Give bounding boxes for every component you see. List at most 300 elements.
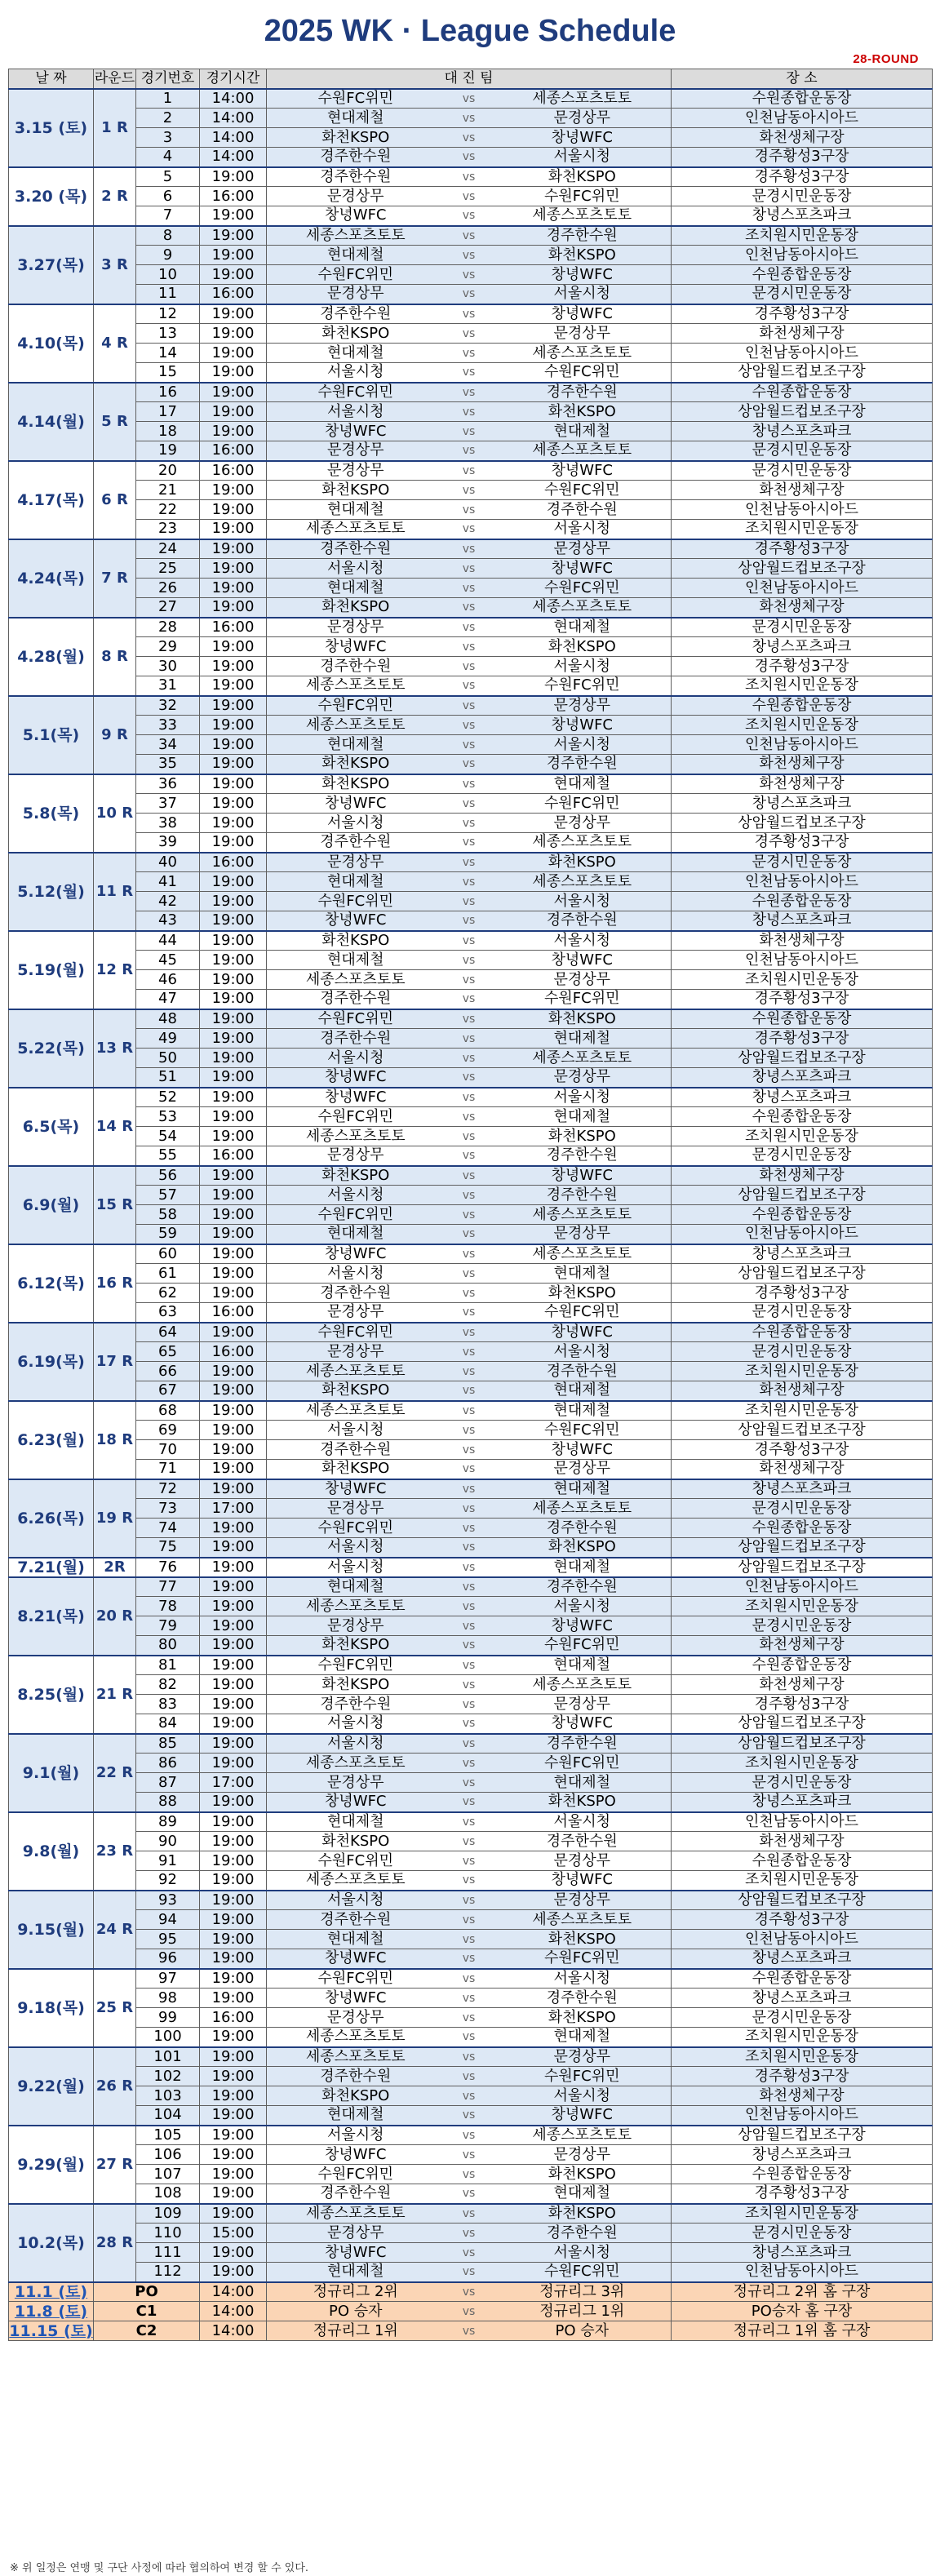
vs-label: vs — [445, 324, 494, 344]
venue: 창녕스포츠파크 — [672, 206, 933, 226]
match-number: 78 — [136, 1597, 200, 1616]
venue: 상암월드컵보조구장 — [672, 559, 933, 579]
match-time: 19:00 — [200, 206, 267, 226]
match-row — [9, 1714, 933, 1734]
away-team: 세종스포츠토토 — [494, 1244, 672, 1264]
home-team: 화천KSPO — [267, 481, 445, 500]
away-team: 화천KSPO — [494, 637, 672, 657]
away-team: 세종스포츠토토 — [494, 344, 672, 363]
match-number: 51 — [136, 1068, 200, 1088]
vs-label: vs — [445, 1440, 494, 1460]
match-time: 16:00 — [200, 853, 267, 872]
vs-label: vs — [445, 814, 494, 833]
match-date: 9.8(월) — [9, 1812, 94, 1891]
vs-label: vs — [445, 2302, 494, 2321]
match-time: 19:00 — [200, 1949, 267, 1969]
home-team: 문경상무 — [267, 1499, 445, 1519]
match-row — [9, 1871, 933, 1891]
home-team: 수원FC위민 — [267, 265, 445, 285]
match-time: 16:00 — [200, 441, 267, 461]
round-label: 16 R — [94, 1244, 136, 1323]
away-team: 화천KSPO — [494, 1009, 672, 1029]
vs-label: vs — [445, 1499, 494, 1519]
venue: 인천남동아시아드 — [672, 1930, 933, 1949]
venue: 문경시민운동장 — [672, 187, 933, 206]
home-team: PO 승자 — [267, 2302, 445, 2321]
vs-label: vs — [445, 1636, 494, 1656]
match-row — [9, 1910, 933, 1930]
match-row — [9, 128, 933, 148]
round-label: C1 — [94, 2302, 200, 2321]
away-team: 수원FC위민 — [494, 1949, 672, 1969]
match-time: 16:00 — [200, 618, 267, 637]
match-time: 19:00 — [200, 1029, 267, 1049]
home-team: 세종스포츠토토 — [267, 2204, 445, 2224]
vs-label: vs — [445, 2008, 494, 2028]
vs-label: vs — [445, 2263, 494, 2282]
match-row — [9, 774, 933, 794]
home-team: 창녕WFC — [267, 1479, 445, 1499]
match-row — [9, 911, 933, 931]
away-team: 현대제철 — [494, 774, 672, 794]
vs-label: vs — [445, 2204, 494, 2224]
vs-label: vs — [445, 1460, 494, 1479]
vs-label: vs — [445, 1342, 494, 1362]
venue: 창녕스포츠파크 — [672, 794, 933, 814]
match-row — [9, 539, 933, 559]
vs-label: vs — [445, 1244, 494, 1264]
away-team: 서울시청 — [494, 2243, 672, 2263]
match-number: 89 — [136, 1812, 200, 1832]
vs-label: vs — [445, 892, 494, 911]
match-number: 112 — [136, 2263, 200, 2282]
match-time: 19:00 — [200, 1381, 267, 1401]
venue: 수원종합운동장 — [672, 696, 933, 716]
vs-label: vs — [445, 1519, 494, 1538]
home-team: 수원FC위민 — [267, 89, 445, 109]
match-row — [9, 598, 933, 618]
venue: 수원종합운동장 — [672, 89, 933, 109]
match-number: 45 — [136, 951, 200, 970]
match-row — [9, 1499, 933, 1519]
away-team: 현대제철 — [494, 1107, 672, 1127]
vs-label: vs — [445, 383, 494, 402]
venue: 조치원시민운동장 — [672, 2028, 933, 2047]
match-date: 6.12(목) — [9, 1244, 94, 1323]
vs-label: vs — [445, 89, 494, 109]
match-row — [9, 1989, 933, 2008]
match-time: 19:00 — [200, 1323, 267, 1342]
vs-label: vs — [445, 363, 494, 383]
round-label: 24 R — [94, 1891, 136, 1969]
vs-label: vs — [445, 1068, 494, 1088]
match-time: 19:00 — [200, 226, 267, 246]
match-time: 19:00 — [200, 657, 267, 676]
match-number: 46 — [136, 970, 200, 990]
venue: 상암월드컵보조구장 — [672, 1558, 933, 1577]
vs-label: vs — [445, 1146, 494, 1166]
match-date: 10.2(목) — [9, 2204, 94, 2282]
away-team: 문경상무 — [494, 1851, 672, 1871]
match-time: 19:00 — [200, 1675, 267, 1695]
round-label: 1 R — [94, 89, 136, 167]
match-row — [9, 383, 933, 402]
venue: 조치원시민운동장 — [672, 1871, 933, 1891]
playoff-row — [9, 2321, 933, 2341]
match-number: 94 — [136, 1910, 200, 1930]
venue: 문경시민운동장 — [672, 1342, 933, 1362]
match-number: 42 — [136, 892, 200, 911]
match-date: 5.12(월) — [9, 853, 94, 931]
away-team: 수원FC위민 — [494, 1303, 672, 1323]
match-time: 19:00 — [200, 2184, 267, 2204]
match-row — [9, 1793, 933, 1812]
venue: 경주황성3구장 — [672, 990, 933, 1009]
match-time: 19:00 — [200, 1186, 267, 1205]
match-number: 102 — [136, 2067, 200, 2086]
match-row — [9, 1734, 933, 1754]
away-team: 창녕WFC — [494, 304, 672, 324]
match-number: 7 — [136, 206, 200, 226]
match-number: 73 — [136, 1499, 200, 1519]
home-team: 정규리그 1위 — [267, 2321, 445, 2341]
away-team: 화천KSPO — [494, 1127, 672, 1146]
match-number: 96 — [136, 1949, 200, 1969]
venue: 경주황성3구장 — [672, 1284, 933, 1303]
vs-label: vs — [445, 2224, 494, 2243]
match-row — [9, 1049, 933, 1068]
home-team: 세종스포츠토토 — [267, 1401, 445, 1421]
match-number: 8 — [136, 226, 200, 246]
venue: 상암월드컵보조구장 — [672, 1891, 933, 1910]
venue: 화천생체구장 — [672, 128, 933, 148]
vs-label: vs — [445, 1989, 494, 2008]
venue: 인천남동아시아드 — [672, 2106, 933, 2126]
away-team: 수원FC위민 — [494, 2067, 672, 2086]
venue: 화천생체구장 — [672, 755, 933, 774]
match-time: 19:00 — [200, 402, 267, 422]
away-team: 창녕WFC — [494, 1616, 672, 1636]
match-time: 19:00 — [200, 422, 267, 441]
home-team: 서울시청 — [267, 559, 445, 579]
match-time: 19:00 — [200, 1127, 267, 1146]
venue: 인천남동아시아드 — [672, 109, 933, 128]
vs-label: vs — [445, 1186, 494, 1205]
match-time: 19:00 — [200, 1362, 267, 1381]
venue: 문경시민운동장 — [672, 1499, 933, 1519]
match-row — [9, 2204, 933, 2224]
away-team: 서울시청 — [494, 735, 672, 755]
away-team: 화천KSPO — [494, 1930, 672, 1949]
venue: 인천남동아시아드 — [672, 2263, 933, 2282]
away-team: 서울시청 — [494, 1342, 672, 1362]
match-time: 19:00 — [200, 1440, 267, 1460]
match-time: 19:00 — [200, 1754, 267, 1773]
home-team: 경주한수원 — [267, 1029, 445, 1049]
match-number: 91 — [136, 1851, 200, 1871]
away-team: 문경상무 — [494, 109, 672, 128]
away-team: 서울시청 — [494, 892, 672, 911]
venue: 인천남동아시아드 — [672, 344, 933, 363]
match-row — [9, 1538, 933, 1558]
venue: 인천남동아시아드 — [672, 1225, 933, 1244]
vs-label: vs — [445, 1910, 494, 1930]
match-date: 6.26(목) — [9, 1479, 94, 1558]
home-team: 창녕WFC — [267, 1793, 445, 1812]
home-team: 문경상무 — [267, 1616, 445, 1636]
header-time: 경기시간 — [200, 69, 267, 89]
venue: 조치원시민운동장 — [672, 2204, 933, 2224]
match-number: 13 — [136, 324, 200, 344]
match-row — [9, 187, 933, 206]
match-row — [9, 89, 933, 109]
match-number: 76 — [136, 1558, 200, 1577]
match-time: 19:00 — [200, 2067, 267, 2086]
match-row — [9, 1362, 933, 1381]
match-row — [9, 1303, 933, 1323]
away-team: 창녕WFC — [494, 265, 672, 285]
vs-label: vs — [445, 1969, 494, 1989]
match-time: 19:00 — [200, 931, 267, 951]
away-team: 현대제철 — [494, 1401, 672, 1421]
vs-label: vs — [445, 2047, 494, 2067]
home-team: 문경상무 — [267, 2224, 445, 2243]
match-number: 36 — [136, 774, 200, 794]
match-time: 19:00 — [200, 774, 267, 794]
vs-label: vs — [445, 285, 494, 304]
match-number: 41 — [136, 872, 200, 892]
header-teams: 대 진 팀 — [267, 69, 672, 89]
vs-label: vs — [445, 2086, 494, 2106]
match-number: 30 — [136, 657, 200, 676]
home-team: 창녕WFC — [267, 1989, 445, 2008]
match-row — [9, 2106, 933, 2126]
match-time: 19:00 — [200, 2126, 267, 2145]
match-time: 19:00 — [200, 1969, 267, 1989]
away-team: 수원FC위민 — [494, 990, 672, 1009]
venue: 문경시민운동장 — [672, 1616, 933, 1636]
home-team: 서울시청 — [267, 1421, 445, 1440]
away-team: 경주한수원 — [494, 1146, 672, 1166]
away-team: 현대제철 — [494, 1656, 672, 1675]
home-team: 현대제철 — [267, 1812, 445, 1832]
match-row — [9, 1146, 933, 1166]
vs-label: vs — [445, 402, 494, 422]
match-row — [9, 1088, 933, 1107]
away-team: 문경상무 — [494, 2145, 672, 2165]
header-date: 날 짜 — [9, 69, 94, 89]
home-team: 수원FC위민 — [267, 383, 445, 402]
home-team: 경주한수원 — [267, 2067, 445, 2086]
page-title: 2025 WK · League Schedule — [264, 14, 676, 48]
home-team: 문경상무 — [267, 187, 445, 206]
venue: 경주황성3구장 — [672, 148, 933, 167]
match-row — [9, 1695, 933, 1714]
venue: 정규리그 2위 홈 구장 — [672, 2282, 933, 2302]
vs-label: vs — [445, 1479, 494, 1499]
home-team: 현대제철 — [267, 344, 445, 363]
home-team: 서울시청 — [267, 1714, 445, 1734]
vs-label: vs — [445, 1538, 494, 1558]
home-team: 현대제철 — [267, 2106, 445, 2126]
match-row — [9, 1284, 933, 1303]
away-team: 세종스포츠토토 — [494, 872, 672, 892]
away-team: 창녕WFC — [494, 1714, 672, 1734]
away-team: 경주한수원 — [494, 1989, 672, 2008]
venue: 경주황성3구장 — [672, 1695, 933, 1714]
match-number: 66 — [136, 1362, 200, 1381]
match-time: 14:00 — [200, 2282, 267, 2302]
venue: 조치원시민운동장 — [672, 1127, 933, 1146]
away-team: 창녕WFC — [494, 1323, 672, 1342]
away-team: 수원FC위민 — [494, 794, 672, 814]
venue: 창녕스포츠파크 — [672, 422, 933, 441]
vs-label: vs — [445, 1088, 494, 1107]
match-number: 6 — [136, 187, 200, 206]
match-number: 11 — [136, 285, 200, 304]
venue: 인천남동아시아드 — [672, 500, 933, 520]
home-team: 수원FC위민 — [267, 696, 445, 716]
round-label: 2R — [94, 1558, 136, 1577]
match-row — [9, 1009, 933, 1029]
venue: 문경시민운동장 — [672, 285, 933, 304]
match-row — [9, 872, 933, 892]
home-team: 수원FC위민 — [267, 1851, 445, 1871]
match-row — [9, 246, 933, 265]
match-time: 19:00 — [200, 167, 267, 187]
vs-label: vs — [445, 1381, 494, 1401]
venue: 수원종합운동장 — [672, 1851, 933, 1871]
match-row — [9, 1244, 933, 1264]
home-team: 현대제철 — [267, 735, 445, 755]
venue: 인천남동아시아드 — [672, 246, 933, 265]
match-time: 19:00 — [200, 1264, 267, 1284]
match-number: 1 — [136, 89, 200, 109]
match-row — [9, 1675, 933, 1695]
home-team: 서울시청 — [267, 1538, 445, 1558]
home-team: 창녕WFC — [267, 637, 445, 657]
vs-label: vs — [445, 2145, 494, 2165]
match-number: 88 — [136, 1793, 200, 1812]
match-row — [9, 735, 933, 755]
match-time: 16:00 — [200, 1303, 267, 1323]
match-number: 29 — [136, 637, 200, 657]
venue: 화천생체구장 — [672, 1166, 933, 1186]
match-date: 9.29(월) — [9, 2126, 94, 2204]
match-date: 6.9(월) — [9, 1166, 94, 1244]
vs-label: vs — [445, 1812, 494, 1832]
match-time: 19:00 — [200, 344, 267, 363]
home-team: 창녕WFC — [267, 1088, 445, 1107]
away-team: 경주한수원 — [494, 1832, 672, 1851]
away-team: 경주한수원 — [494, 500, 672, 520]
match-row — [9, 304, 933, 324]
match-time: 19:00 — [200, 755, 267, 774]
match-time: 19:00 — [200, 990, 267, 1009]
match-time: 19:00 — [200, 1107, 267, 1127]
vs-label: vs — [445, 559, 494, 579]
match-number: 16 — [136, 383, 200, 402]
away-team: 현대제철 — [494, 1773, 672, 1793]
match-date: 8.21(목) — [9, 1577, 94, 1656]
match-number: 55 — [136, 1146, 200, 1166]
match-date: 5.19(월) — [9, 931, 94, 1009]
match-time: 19:00 — [200, 1088, 267, 1107]
match-time: 19:00 — [200, 383, 267, 402]
match-number: 87 — [136, 1773, 200, 1793]
venue: 경주황성3구장 — [672, 1029, 933, 1049]
away-team: 정규리그 1위 — [494, 2302, 672, 2321]
match-row — [9, 285, 933, 304]
match-time: 19:00 — [200, 2243, 267, 2263]
away-team: 창녕WFC — [494, 1871, 672, 1891]
match-number: 80 — [136, 1636, 200, 1656]
match-row — [9, 344, 933, 363]
home-team: 화천KSPO — [267, 2086, 445, 2106]
match-time: 19:00 — [200, 1656, 267, 1675]
match-row — [9, 1029, 933, 1049]
match-row — [9, 931, 933, 951]
match-time: 16:00 — [200, 1146, 267, 1166]
vs-label: vs — [445, 2321, 494, 2341]
vs-label: vs — [445, 716, 494, 735]
venue: 창녕스포츠파크 — [672, 1793, 933, 1812]
match-row — [9, 2243, 933, 2263]
match-number: 3 — [136, 128, 200, 148]
match-row — [9, 1558, 933, 1577]
match-date: 4.10(목) — [9, 304, 94, 383]
match-time: 19:00 — [200, 1910, 267, 1930]
match-date: 11.15 (토) — [9, 2321, 93, 2340]
match-time: 19:00 — [200, 1225, 267, 1244]
away-team: 창녕WFC — [494, 128, 672, 148]
match-row — [9, 1969, 933, 1989]
round-label: 21 R — [94, 1656, 136, 1734]
round-label: 7 R — [94, 539, 136, 618]
vs-label: vs — [445, 951, 494, 970]
home-team: 문경상무 — [267, 1146, 445, 1166]
match-row — [9, 853, 933, 872]
round-label: 26 R — [94, 2047, 136, 2126]
match-number: 56 — [136, 1166, 200, 1186]
venue: 조치원시민운동장 — [672, 1362, 933, 1381]
home-team: 서울시청 — [267, 1049, 445, 1068]
venue: 경주황성3구장 — [672, 1910, 933, 1930]
match-number: 61 — [136, 1264, 200, 1284]
match-number: 53 — [136, 1107, 200, 1127]
vs-label: vs — [445, 990, 494, 1009]
vs-label: vs — [445, 637, 494, 657]
match-date: 6.19(목) — [9, 1323, 94, 1401]
vs-label: vs — [445, 1421, 494, 1440]
match-number: 2 — [136, 109, 200, 128]
home-team: 경주한수원 — [267, 833, 445, 853]
match-time: 19:00 — [200, 716, 267, 735]
away-team: 현대제철 — [494, 1558, 672, 1577]
venue: 경주황성3구장 — [672, 2067, 933, 2086]
match-number: 49 — [136, 1029, 200, 1049]
match-number: 34 — [136, 735, 200, 755]
venue: 문경시민운동장 — [672, 2224, 933, 2243]
home-team: 문경상무 — [267, 441, 445, 461]
match-time: 19:00 — [200, 304, 267, 324]
vs-label: vs — [445, 1754, 494, 1773]
home-team: 수원FC위민 — [267, 1323, 445, 1342]
match-time: 14:00 — [200, 109, 267, 128]
away-team: 경주한수원 — [494, 1577, 672, 1597]
match-time: 17:00 — [200, 1773, 267, 1793]
match-number: 70 — [136, 1440, 200, 1460]
